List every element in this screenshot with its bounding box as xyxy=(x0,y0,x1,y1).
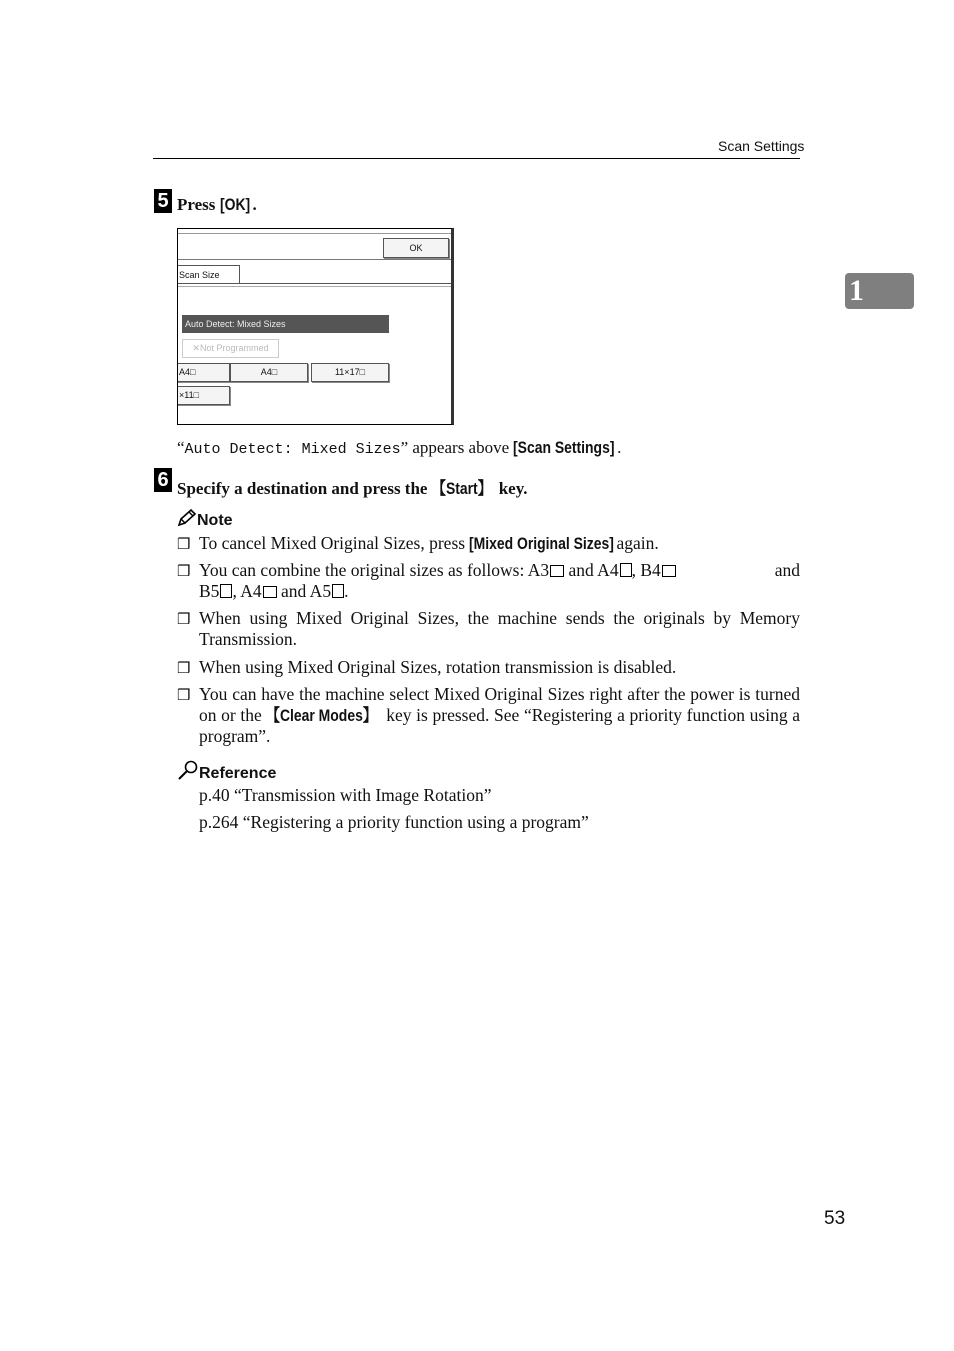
caption-close-quote: ” xyxy=(400,438,409,457)
note-item-2 xyxy=(199,560,800,602)
auto-detect-mixed-sizes-button[interactable]: Auto Detect: Mixed Sizes xyxy=(182,315,389,333)
mixed-original-sizes-key: [Mixed Original Sizes] xyxy=(469,534,615,553)
note-item-2-text-b: and A4 xyxy=(564,560,619,580)
reference-heading xyxy=(177,760,276,783)
chapter-tab: 1 xyxy=(845,273,914,309)
start-key: 【Start】 xyxy=(431,479,492,498)
size-button-x11[interactable]: ×11□ xyxy=(177,386,230,405)
note-item-2-text-g: and A5 xyxy=(276,581,332,601)
note-bullet-5: ❒ xyxy=(177,688,191,704)
note-item-5 xyxy=(199,684,800,747)
portrait-paper-icon xyxy=(220,584,232,598)
ok-button[interactable]: OK xyxy=(383,238,449,258)
step-5-prefix: Press xyxy=(177,195,220,214)
scan-settings-key: [Scan Settings] xyxy=(513,438,615,457)
note-label: Note xyxy=(197,512,233,529)
note-item-1-text-b: again. xyxy=(612,533,659,553)
landscape-paper-icon xyxy=(662,565,676,577)
magnifier-icon xyxy=(177,760,199,780)
header-rule xyxy=(153,158,800,159)
landscape-paper-icon xyxy=(550,565,564,577)
size-button-11x17[interactable]: 11×17□ xyxy=(311,363,389,382)
caption-end: . xyxy=(617,438,622,457)
note-item-5-text-b: key is pressed. See “Registering a priority function using a program”. xyxy=(199,705,801,746)
ok-key: [OK] xyxy=(219,195,250,214)
note-bullet-2: ❒ xyxy=(177,564,191,580)
note-item-2-text-d: and xyxy=(774,560,800,580)
step-5-text xyxy=(177,195,257,215)
note-item-3: When using Mixed Original Sizes, the machine sends the originals by Memory Transmission. xyxy=(199,608,800,649)
screen-caption xyxy=(177,437,621,460)
note-item-4: When using Mixed Original Sizes, rotation transmission is disabled. xyxy=(199,657,677,677)
size-button-a4[interactable]: A4□ xyxy=(230,363,308,382)
clear-modes-key: 【Clear Modes】 xyxy=(266,706,378,725)
note-bullet-1: ❒ xyxy=(177,537,191,553)
portrait-paper-icon xyxy=(620,563,632,577)
note-bullet-3: ❒ xyxy=(177,612,191,628)
tab-baseline-inner xyxy=(178,286,451,287)
step-6-number: 6 xyxy=(154,468,172,492)
not-programmed-button[interactable]: ✕Not Programmed xyxy=(182,339,279,358)
reference-item-1: p.40 “Transmission with Image Rotation” xyxy=(199,785,492,805)
note-item-2-text-f: , A4 xyxy=(232,581,262,601)
running-head: Scan Settings xyxy=(718,138,805,154)
note-bullet-4: ❒ xyxy=(177,661,191,677)
note-item-1 xyxy=(199,533,800,554)
note-item-2-text-e: B5 xyxy=(199,581,220,601)
note-item-2-text-h: . xyxy=(344,581,349,601)
tab-divider xyxy=(178,259,451,260)
step-6-text xyxy=(177,474,528,499)
control-panel-screen xyxy=(177,228,454,425)
pencil-icon xyxy=(177,509,197,527)
note-heading xyxy=(177,509,233,530)
step-5-number: 5 xyxy=(154,189,172,213)
caption-middle: appears above xyxy=(408,438,514,457)
screen-top-bar xyxy=(178,229,451,234)
tab-baseline xyxy=(178,283,451,284)
page-number: 53 xyxy=(824,1208,846,1229)
reference-item-2: p.264 “Registering a priority function using a program” xyxy=(199,812,589,832)
note-item-5-text-a: You can have the machine select Mixed Original Sizes right after the power is turned on or the xyxy=(199,684,800,725)
caption-mono-text: Auto Detect: Mixed Sizes xyxy=(184,441,401,458)
size-button-a4-landscape[interactable]: A4□ xyxy=(177,363,230,382)
step-5-suffix: . xyxy=(252,195,257,214)
portrait-paper-icon xyxy=(332,584,344,598)
note-item-2-text-c: , B4 xyxy=(631,560,661,580)
step-6-prefix: Specify a destination and press the xyxy=(177,479,432,498)
step-6-suffix: key. xyxy=(494,479,528,498)
note-item-2-text-a: You can combine the original sizes as follows: A3 xyxy=(199,560,550,580)
caption-open-quote: “ xyxy=(177,438,185,457)
note-item-1-text-a: To cancel Mixed Original Sizes, press xyxy=(199,533,470,553)
reference-label: Reference xyxy=(199,765,277,782)
landscape-paper-icon xyxy=(263,586,277,598)
tab-scan-size[interactable]: Scan Size xyxy=(178,265,240,284)
